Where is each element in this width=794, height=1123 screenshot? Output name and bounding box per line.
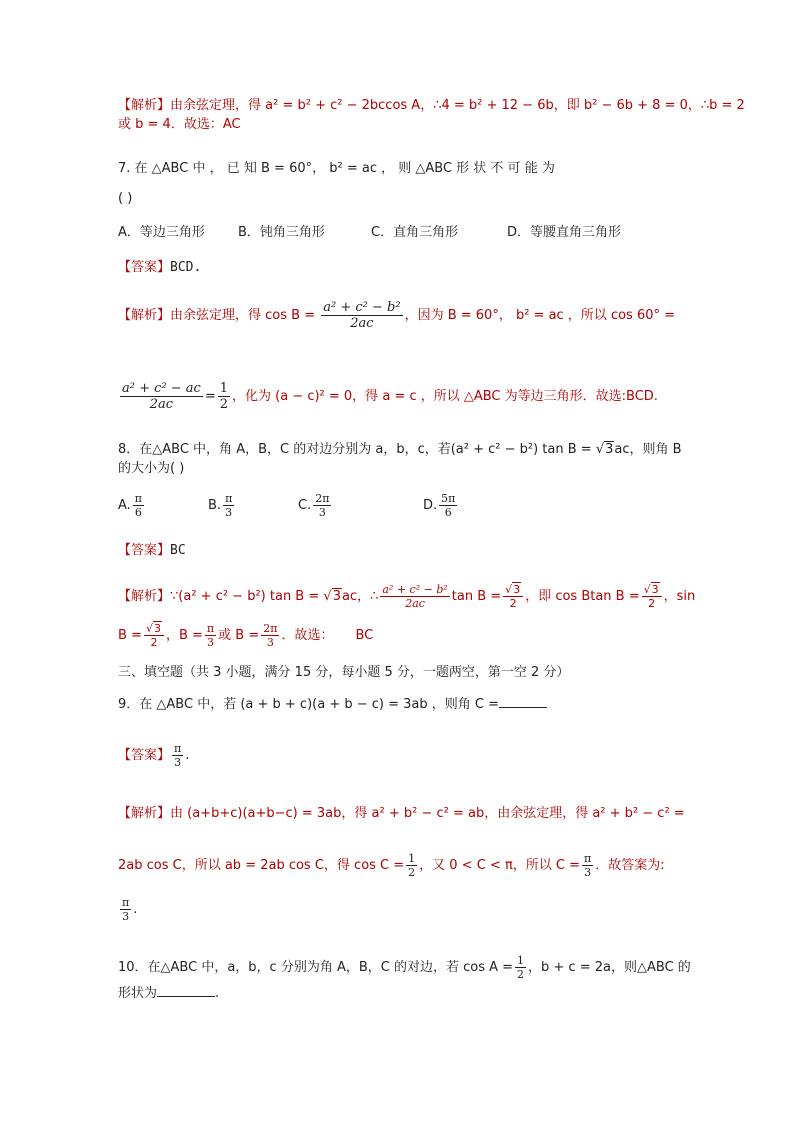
cosine-fraction: $\frac{\text{a² + c² − b²}}{2ac}$: [323, 300, 401, 331]
q8-analysis-line-1: 【解析】∵(a² + c² − b²) tan B = √3ac，∴ $\frac{\text{a² + c² − b²}}{2ac}$ tan B = $\frac{√3}{2}$ ，即 cos Btan B = $\frac{√3}{2}$ ，sin: [118, 583, 696, 610]
q9-analysis-line-2: 2ab cos C，所以 ab = 2ab cos C，得 cos C = $\frac{1}{2}$ ，又 0 < C < π，所以 C = $\frac{\pi}{3}$ ．故答案为:: [118, 852, 665, 879]
prev-analysis-line-1: [118, 97, 745, 115]
q9-answer: 【答案】 $\frac{\pi}{3}$ .: [118, 742, 190, 769]
q9-analysis-line-1: 【解析】由 (a+b+c)(a+b−c) = 3ab，得 a² + b² − c² = ab，由余弦定理，得 a² + b² − c² =: [118, 806, 685, 821]
analysis-tag: 【解析】: [118, 98, 171, 113]
q7-stem-text: 7. 在 △ABC 中 ， 已 知 B = 60°， b² = ac ， 则 △ABC 形 状 不 可 能 为: [118, 161, 555, 176]
prev-analysis-line-2: [118, 116, 241, 134]
q9-analysis-line-3: $\frac{\pi}{3}$ .: [122, 896, 138, 923]
analysis-tag: 【解析】: [118, 308, 171, 323]
sqrt-symbol: √3: [323, 589, 341, 604]
section-heading: 三、填空题（共 3 小题，满分 15 分，每小题 5 分，一题两空，第一空 2 分）: [118, 665, 570, 680]
answer-paren: ( ): [118, 191, 133, 206]
analysis-tag: 【解析】: [118, 806, 171, 821]
analysis-text: 由余弦定理，得 cos B =: [170, 308, 316, 323]
q8-analysis-line-2: B = $\frac{√3}{2}$ ，B = $\frac{\pi}{3}$ 或 B = $\frac{2\pi}{3}$ ．故选： BC: [118, 622, 374, 649]
q8-stem-line-1: 8．在△ABC 中，角 A，B，C 的对边分别为 a，b，c，若(a² + c² − b²) tan B = √3ac，则角 B: [118, 442, 682, 457]
analysis-text: ，因为 B = 60°， b² = ac ，所以 cos 60° =: [404, 308, 676, 323]
answer-value: BC: [355, 628, 374, 643]
option-c: C. $\frac{2\pi}{3}$: [298, 492, 330, 519]
analysis-text: ，化为 (a − c)² = 0，得 a = c ，所以 △ABC 为等边三角形．故选:BCD.: [232, 389, 658, 404]
q10-stem-line-2: 形状为 .: [118, 986, 220, 1001]
analysis-tag: 【解析】: [118, 589, 171, 604]
sqrt-symbol: √3: [595, 442, 614, 457]
half-fraction: $\frac{1}{2}$: [219, 381, 228, 412]
answer-tag: 【答案】: [118, 543, 171, 558]
fill-blank[interactable]: [157, 996, 215, 997]
analysis-text: 或 b = 4．故选：AC: [118, 117, 241, 132]
answer-tag: 【答案】: [118, 748, 171, 763]
option-a: A. $\frac{\pi}{6}$: [118, 492, 143, 519]
answer-tag: 【答案】: [118, 260, 171, 275]
q7-analysis-line-2: $\frac{\text{a² + c² − ac}}{2ac}$ = $\frac{1}{2}$ ，化为 (a − c)² = 0，得 a = c ，所以 △ABC 为等边三角形．故选:BCD.: [122, 381, 658, 412]
q8-stem-line-2: 的大小为( ): [118, 461, 185, 476]
q8-options: [118, 492, 459, 519]
q7-answer: [118, 259, 201, 277]
option-b: B. $\frac{\pi}{3}$: [208, 492, 233, 519]
q7-options: [118, 224, 621, 242]
q7-stem: [118, 160, 555, 178]
option-b: B．钝角三角形: [238, 225, 325, 240]
option-d: D．等腰直角三角形: [507, 225, 622, 240]
q9-stem: 9．在 △ABC 中，若 (a + b + c)(a + b − c) = 3ab ，则角 C =: [118, 696, 547, 714]
q7-analysis-line-1: [118, 300, 675, 331]
option-c: C．直角三角形: [371, 225, 459, 240]
q8-answer: [118, 542, 186, 560]
option-a: A．等边三角形: [118, 225, 205, 240]
cosine-fraction: $\frac{\text{a² + c² − ac}}{2ac}$: [122, 381, 201, 412]
answer-value: BCD.: [170, 260, 202, 275]
q8-stem-text: 8．在△ABC 中，角 A，B，C 的对边分别为 a，b，c，若(a² + c² − b²) tan B =: [118, 442, 596, 457]
answer-value: BC: [170, 543, 186, 558]
answer-fraction: $\frac{\pi}{3}$: [174, 742, 182, 769]
fill-blank[interactable]: [499, 707, 547, 708]
option-d: D. $\frac{5\pi}{6}$: [423, 492, 456, 519]
q10-stem-line-1: 10．在△ABC 中，a，b，c 分别为角 A，B，C 的对边，若 cos A = $\frac{1}{2}$ ，b + c = 2a，则△ABC 的: [118, 954, 691, 981]
q7-paren: [118, 190, 132, 208]
analysis-text: 由余弦定理，得 a² = b² + c² − 2bccos A，∴4 = b² + 12 − 6b，即 b² − 6b + 8 = 0，∴b = 2: [170, 98, 745, 113]
